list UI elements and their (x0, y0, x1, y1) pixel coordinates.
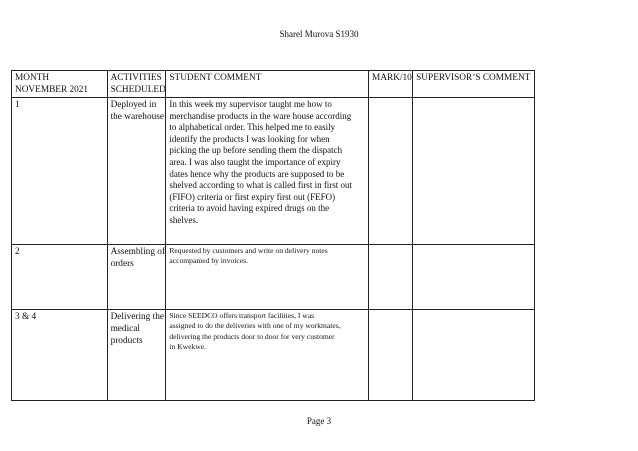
comment-line: merchandise products in the ware house according (169, 110, 352, 121)
activity-line: Assembling of (110, 247, 166, 257)
week-cell: 1 (12, 98, 108, 245)
week-cell: 2 (12, 245, 108, 310)
page-number: Page 3 (306, 416, 332, 426)
comment-line: In this week my supervisor taught me how to (169, 99, 332, 109)
table-row (12, 98, 535, 245)
supervisor-comment-cell (413, 245, 535, 310)
logbook-table (11, 70, 535, 401)
student-comment-cell (166, 245, 369, 310)
activity-cell (107, 310, 166, 401)
header-month-line1: MONTH (15, 73, 50, 83)
comment-line: Requested by customers and write on delivery notes (169, 246, 328, 255)
mark-cell (369, 98, 413, 245)
comment-line: shelved according to what is called first in first out (169, 180, 353, 191)
comment-line: picking the up before sending them the dispatch (169, 145, 343, 156)
mark-cell (369, 245, 413, 310)
table-row (12, 245, 535, 310)
header-activities-line2: SCHEDULED (110, 85, 166, 95)
table-header-row (12, 71, 535, 98)
page-header: Sharel Murova S1930 (279, 29, 359, 39)
comment-line: shelves. (169, 214, 199, 225)
header-mark: MARK/10 (369, 71, 413, 98)
comment-line: criteria to avoid having expired drugs on the (169, 203, 330, 214)
activity-cell (107, 98, 166, 245)
comment-line: Since SEEDCO offers transport facilities, I was (169, 311, 315, 320)
header-student-comment: STUDENT COMMENT (166, 71, 369, 98)
activity-line: the warehouse (110, 112, 164, 122)
comment-line: delivering the products door to door for very customer (169, 331, 335, 341)
activity-line: Delivering the (110, 312, 165, 322)
activity-cell (107, 245, 166, 310)
student-comment-cell (166, 98, 369, 245)
activity-line: orders (110, 259, 134, 269)
header-activities-line1: ACTIVITIES (110, 73, 162, 83)
header-activities (107, 71, 166, 98)
header-month (12, 71, 108, 98)
comment-line: identify the products I was looking for when (169, 133, 330, 144)
header-supervisor-comment: SUPERVISOR’S COMMENT (413, 71, 535, 98)
comment-line: dates hence why the products are supposed to be (169, 168, 345, 179)
activity-line: Deployed in (110, 100, 157, 110)
comment-line: area. I was also taught the importance of expiry (169, 156, 341, 167)
activity-line: products (110, 336, 143, 346)
week-cell: 3 & 4 (12, 310, 108, 401)
comment-line: in Kwekwe. (169, 342, 207, 352)
comment-line: to alphabetical order. This helped me to easily (169, 122, 336, 133)
header-month-line2: NOVEMBER 2021 (15, 85, 89, 95)
comment-line: assigned to do the deliveries with one of my workmates, (169, 321, 341, 331)
student-comment-cell (166, 310, 369, 401)
table-row (12, 310, 535, 401)
comment-line: accompanied by invoices. (169, 256, 249, 266)
mark-cell (369, 310, 413, 401)
supervisor-comment-cell (413, 98, 535, 245)
comment-line: (FIFO) criteria or first expiry first out (FEFO) (169, 191, 336, 202)
supervisor-comment-cell (413, 310, 535, 401)
activity-line: medical (110, 324, 140, 334)
